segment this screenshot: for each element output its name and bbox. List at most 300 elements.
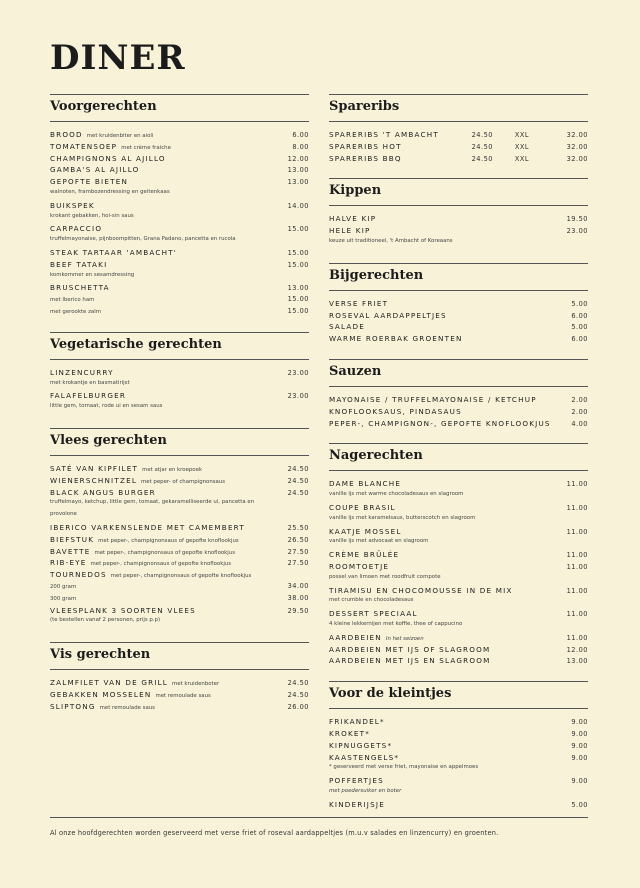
menu-item-price: 2.00	[571, 395, 588, 404]
menu-item-name: GEPOFTE BIETEN	[50, 177, 129, 187]
menu-item-price: 5.00	[571, 299, 588, 308]
price-group	[456, 143, 588, 151]
menu-item-note	[50, 236, 309, 248]
menu-item-price: 14.00	[287, 201, 309, 210]
menu-item-name: CRÈME BRÛLÉE	[329, 550, 400, 560]
menu-item-name: BUIKSPEK	[50, 200, 95, 210]
menu-item-price: 9.00	[571, 741, 588, 750]
menu-item	[50, 224, 309, 236]
menu-item-name: BRUSCHETTA	[50, 283, 110, 293]
menu-item-name: KAASTENGELS*	[329, 752, 400, 762]
menu-item	[329, 800, 588, 812]
price-group	[551, 396, 588, 404]
menu-item	[329, 609, 588, 621]
menu-item	[329, 130, 588, 142]
section-voorgerechten	[50, 94, 309, 325]
menu-item-price: 12.00	[287, 154, 309, 163]
left-column	[50, 94, 309, 719]
menu-item-price-xxl: 32.00	[566, 142, 588, 151]
price-group	[272, 155, 309, 163]
variant-label: met gerookte zalm	[50, 308, 101, 315]
menu-item	[50, 177, 309, 189]
note-text: * geserveerd met verse friet, mayonaise en appelmoes	[329, 764, 479, 771]
menu-item-price: 12.00	[566, 645, 588, 654]
menu-item-price: 13.00	[287, 178, 309, 187]
price-group	[272, 307, 309, 315]
menu-item-note	[50, 511, 309, 523]
menu-item-name: SATÉ VAN KIPFILET	[50, 463, 139, 473]
section-heading: Vlees gerechten	[50, 429, 309, 456]
note-text: komkommer en sesamdressing	[50, 271, 135, 278]
price-group	[272, 295, 309, 303]
menu-item-name: FRIKANDEL*	[329, 717, 385, 727]
menu-item-variant	[50, 295, 309, 307]
menu-item-name: KIPNUGGETS*	[329, 740, 393, 750]
menu-item-price: 11.00	[566, 586, 588, 595]
menu-item	[50, 368, 309, 380]
section-heading: Voorgerechten	[50, 95, 309, 122]
menu-item-name: BLACK ANGUS BURGER	[50, 487, 156, 497]
menu-item-price: 9.00	[571, 777, 588, 786]
menu-item-variant	[50, 307, 309, 319]
section-heading: Kippen	[329, 179, 588, 206]
menu-item-price: 27.50	[287, 559, 309, 568]
menu-item-name: TIRAMISU EN CHOCOMOUSSE IN DE MIX	[329, 585, 513, 595]
menu-item-name: ROOMTOETJE	[329, 561, 390, 571]
menu-item	[50, 391, 309, 403]
price-group	[551, 480, 588, 488]
menu-item	[50, 702, 309, 714]
note-text: vanille ijs met karamelsaus, butterscotch en slagroom	[329, 514, 476, 521]
price-group	[551, 551, 588, 559]
menu-item-name: COUPE BRASIL	[329, 502, 396, 512]
menu-item-price: 29.50	[287, 606, 309, 615]
note-text: truffelmayonaise, pijnboompitten, Grana Padano, pancetta en rucola	[50, 236, 236, 243]
menu-item-name: WIENERSCHNITZEL	[50, 475, 138, 485]
price-group	[551, 754, 588, 762]
menu-item	[50, 476, 309, 488]
menu-item	[329, 741, 588, 753]
menu-item	[50, 142, 309, 154]
price-group	[551, 408, 588, 416]
menu-item	[50, 678, 309, 690]
price-group	[272, 548, 309, 556]
menu-item-description: met remoulade saus	[99, 704, 155, 711]
menu-item-name: ZALMFILET VAN DE GRILL	[50, 678, 169, 688]
menu-item-name: WARME ROERBAK GROENTEN	[329, 334, 463, 344]
note-text: walnoten, frambozendressing en geitenkaas	[50, 188, 170, 195]
menu-item-name: TOMATENSOEP	[50, 141, 118, 151]
price-group	[551, 801, 588, 809]
menu-item-price: 11.00	[566, 633, 588, 642]
section-items	[50, 360, 309, 421]
menu-item-name: BEEF TATAKI	[50, 259, 108, 269]
menu-item	[50, 488, 309, 500]
section-items	[50, 122, 309, 325]
size-label: XXL	[514, 131, 530, 139]
menu-item-description: In het seizoen	[385, 635, 424, 642]
price-group	[272, 178, 309, 186]
menu-item-name: HELE KIP	[329, 226, 371, 236]
note-text: met poedersuiker en boter	[329, 787, 402, 794]
menu-item-price: 5.00	[571, 800, 588, 809]
menu-item-price: 15.00	[287, 225, 309, 234]
price-group	[551, 504, 588, 512]
menu-item	[329, 717, 588, 729]
menu-item-name: SPARERIBS BBQ	[329, 153, 402, 163]
menu-item	[50, 464, 309, 476]
menu-item	[50, 606, 309, 618]
menu-item	[329, 586, 588, 598]
menu-item	[329, 479, 588, 491]
menu-item-price: 9.00	[571, 729, 588, 738]
menu-item-note	[329, 238, 588, 250]
menu-item-note	[50, 617, 309, 629]
menu-item-price: 24.50	[287, 476, 309, 485]
menu-item	[50, 283, 309, 295]
menu-item-name: RIB-EYE	[50, 558, 87, 568]
menu-item-name: ROSEVAL AARDAPPELTJES	[329, 310, 447, 320]
menu-item-price: 8.00	[292, 142, 309, 151]
menu-item-name: FALAFELBURGER	[50, 391, 127, 401]
note-text: met krokantje en basmatirijst	[50, 379, 130, 386]
menu-item	[50, 570, 309, 582]
menu-item-price: 6.00	[292, 131, 309, 139]
price-group	[272, 489, 309, 497]
menu-item-note	[329, 597, 588, 609]
note-text: keuze uit traditioneel, 't Ambacht of Koreaans	[329, 237, 453, 244]
menu-item-description: met peper- of champignonsaus	[141, 478, 226, 485]
price-group	[272, 607, 309, 615]
menu-item	[50, 130, 309, 142]
menu-item-price: 25.50	[287, 523, 309, 532]
menu-item-price: 15.00	[287, 260, 309, 269]
price-group	[551, 777, 588, 785]
menu-item-price: 15.00	[287, 248, 309, 257]
price-group	[551, 323, 588, 331]
variant-label: 300 gram	[50, 595, 77, 602]
menu-item-price: 23.00	[566, 227, 588, 236]
price-group	[272, 225, 309, 233]
menu-item-price-xxl: 32.00	[566, 131, 588, 139]
price-group	[551, 657, 588, 665]
menu-item-price: 24.50	[471, 142, 493, 151]
section-nagerechten	[329, 443, 588, 674]
menu-item	[329, 142, 588, 154]
variant-price: 38.00	[287, 593, 309, 602]
menu-item-name: CHAMPIGNONS AL AJILLO	[50, 153, 166, 163]
page-title: DINER	[50, 38, 186, 78]
size-label: XXL	[514, 142, 530, 151]
right-column	[329, 94, 588, 817]
section-heading: Bijgerechten	[329, 264, 588, 291]
note-text: vanille ijs met warme chocoladesaus en slagroom	[329, 491, 464, 498]
price-group	[272, 131, 309, 139]
price-group	[272, 477, 309, 485]
menu-item-description: met peper-, champignonsaus of gepofte knoflookjus	[94, 549, 236, 556]
section-items	[329, 291, 588, 352]
menu-item	[329, 527, 588, 539]
menu-item-name: IBERICO VARKENSLENDE MET CAMEMBERT	[50, 522, 245, 532]
menu-item	[329, 334, 588, 346]
section-vis-gerechten	[50, 642, 309, 719]
menu-item-name: DESSERT SPECIAAL	[329, 609, 418, 619]
variant-label: 200 gram	[50, 583, 77, 590]
menu-item	[50, 558, 309, 570]
menu-item-note	[50, 189, 309, 201]
menu-item-name: KNOFLOOKSAUS, PINDASAUS	[329, 406, 462, 416]
menu-item-description: met atjar en kroepoek	[142, 466, 203, 473]
section-voor-de-kleintjes	[329, 681, 588, 817]
menu-item-note	[50, 213, 309, 225]
variant-label: met Iberico ham	[50, 297, 95, 304]
menu-item-price: 11.00	[566, 562, 588, 571]
menu-item-note	[329, 621, 588, 633]
price-group	[551, 420, 588, 428]
menu-item-price: 24.50	[471, 154, 493, 163]
variant-price: 15.00	[287, 306, 309, 315]
section-heading: Vegetarische gerechten	[50, 333, 309, 360]
menu-item-name: TOURNEDOS	[50, 570, 107, 580]
menu-item	[329, 407, 588, 419]
menu-item	[50, 201, 309, 213]
menu-item-name: BAVETTE	[50, 546, 91, 556]
price-group	[551, 646, 588, 654]
menu-item-price: 13.00	[566, 657, 588, 666]
menu-item	[329, 299, 588, 311]
price-group	[551, 300, 588, 308]
menu-item	[329, 633, 588, 645]
menu-item-name: KAATJE MOSSEL	[329, 526, 402, 536]
menu-item-price: 24.50	[287, 679, 309, 688]
section-kippen	[329, 178, 588, 255]
menu-item-description: met kruidenbiter en aioli	[86, 133, 154, 139]
menu-item-name: BROOD	[50, 130, 83, 139]
menu-item-name: AARDBEIEN	[329, 632, 382, 642]
menu-item-note	[329, 538, 588, 550]
menu-item-name: SALADE	[329, 322, 365, 332]
variant-price: 15.00	[287, 295, 309, 304]
menu-item-price: 27.50	[287, 547, 309, 556]
price-group	[551, 563, 588, 571]
menu-item	[329, 503, 588, 515]
price-group	[272, 249, 309, 257]
price-group	[272, 594, 309, 602]
menu-item	[329, 311, 588, 323]
price-group	[272, 166, 309, 174]
menu-item-name: SLIPTONG	[50, 701, 96, 711]
menu-item	[50, 165, 309, 177]
menu-item-price: 13.00	[287, 284, 309, 293]
menu-item-name: CARPACCIO	[50, 224, 103, 234]
menu-item-note	[329, 574, 588, 586]
menu-item	[50, 248, 309, 260]
price-group	[272, 559, 309, 567]
price-group	[272, 536, 309, 544]
section-items	[329, 122, 588, 171]
menu-item-price: 2.00	[571, 407, 588, 416]
note-text: 4 kleine lekkernijen met koffie, thee of cappucino	[329, 620, 463, 627]
price-group	[272, 392, 309, 400]
menu-item-price: 23.00	[287, 368, 309, 377]
price-group	[551, 634, 588, 642]
note-text: provolone	[50, 511, 77, 518]
price-group	[272, 369, 309, 377]
menu-item	[50, 523, 309, 535]
menu-item-note	[329, 788, 588, 800]
menu-item-name: KINDERIJSJE	[329, 799, 385, 809]
price-group	[272, 284, 309, 292]
price-group	[272, 465, 309, 473]
price-group	[272, 703, 309, 711]
price-group	[272, 524, 309, 532]
menu-item	[50, 547, 309, 559]
price-group	[456, 131, 588, 139]
section-items	[50, 670, 309, 719]
note-text: little gem, tomaat, rode ui en sesam saus	[50, 403, 163, 410]
menu-item-name: POFFERTJES	[329, 776, 384, 786]
menu-item-name: SPARERIBS HOT	[329, 141, 402, 151]
menu-item	[329, 729, 588, 741]
section-items	[50, 456, 309, 635]
price-group	[551, 528, 588, 536]
price-group	[272, 582, 309, 590]
menu-item-price: 24.50	[287, 464, 309, 473]
section-sauzen	[329, 359, 588, 436]
menu-item	[329, 214, 588, 226]
menu-item	[329, 562, 588, 574]
section-vegetarische-gerechten	[50, 332, 309, 421]
menu-item-name: GEBAKKEN MOSSELEN	[50, 689, 152, 699]
menu-item	[329, 419, 588, 431]
menu-item	[329, 322, 588, 334]
menu-item-price: 11.00	[566, 610, 588, 619]
menu-item-name: MAYONAISE / TRUFFELMAYONAISE / KETCHUP	[329, 394, 537, 404]
menu-item-price: 4.00	[571, 419, 588, 428]
note-text: met crumble en chocoladesaus	[329, 597, 414, 604]
menu-item-name: LINZENCURRY	[50, 367, 114, 377]
menu-item-price: 24.50	[471, 131, 493, 139]
menu-item-name: AARDBEIEN MET IJS OF SLAGROOM	[329, 644, 491, 654]
size-label: XXL	[514, 154, 530, 163]
menu-item-price: 11.00	[566, 551, 588, 560]
menu-item-name: PEPER-, CHAMPIGNON-, GEPOFTE KNOFLOOKJUS	[329, 418, 551, 428]
price-group	[551, 312, 588, 320]
menu-item	[329, 154, 588, 166]
menu-item-description: met crème fraiche	[121, 144, 171, 151]
menu-item-price: 13.00	[287, 166, 309, 175]
menu-item-price: 11.00	[566, 527, 588, 536]
menu-item	[329, 753, 588, 765]
menu-item	[50, 154, 309, 166]
footer-note: Al onze hoofdgerechten worden geserveerd met verse friet of roseval aardappeltjes (m.u.v salades en linzencurry) en groenten.	[50, 817, 588, 837]
menu-item-name: VLEESPLANK 3 SOORTEN VLEES	[50, 605, 196, 615]
menu-item-price: 26.50	[287, 535, 309, 544]
menu-item-price: 26.00	[287, 702, 309, 711]
variant-price: 34.00	[287, 581, 309, 590]
menu-item-price: 23.00	[287, 392, 309, 401]
price-group	[551, 610, 588, 618]
menu-item-price: 24.50	[287, 690, 309, 699]
section-items	[329, 206, 588, 255]
menu-item-price: 6.00	[571, 311, 588, 320]
menu-item-price: 19.50	[566, 215, 588, 224]
note-text: vanille ijs met advocaat en slagroom	[329, 538, 429, 545]
menu-item	[50, 690, 309, 702]
menu-item-name: STEAK TARTAAR 'AMBACHT'	[50, 247, 177, 257]
menu-item-price-xxl: 32.00	[566, 154, 588, 163]
menu-item-note	[50, 403, 309, 415]
menu-item	[329, 645, 588, 657]
price-group	[272, 202, 309, 210]
price-group	[272, 261, 309, 269]
menu-item	[329, 776, 588, 788]
price-group	[272, 691, 309, 699]
menu-item-variant	[50, 582, 309, 594]
menu-item-note	[329, 764, 588, 776]
menu-item-price: 11.00	[566, 480, 588, 489]
price-group	[456, 155, 588, 163]
menu-item-note	[50, 499, 309, 511]
menu-item-name: BIEFSTUK	[50, 534, 95, 544]
menu-item	[329, 550, 588, 562]
price-group	[551, 718, 588, 726]
menu-item-description: met peper-, champignonsaus of gepofte knoflookjus	[90, 561, 232, 568]
price-group	[551, 335, 588, 343]
section-heading: Spareribs	[329, 95, 588, 122]
menu-item-variant	[50, 594, 309, 606]
menu-item-price: 6.00	[571, 335, 588, 344]
menu-item-note	[329, 515, 588, 527]
menu-item	[329, 656, 588, 668]
menu-item-price: 9.00	[571, 753, 588, 762]
section-spareribs	[329, 94, 588, 171]
price-group	[551, 730, 588, 738]
menu-item-description: met peper-, champignonsaus of gepofte knoflookjus	[110, 573, 252, 580]
section-items	[329, 387, 588, 436]
menu-item-name: VERSE FRIET	[329, 298, 389, 308]
menu-item-name: KROKET*	[329, 728, 371, 738]
menu-item-description: met kruidenboter	[172, 681, 220, 688]
note-text: (te bestellen vanaf 2 personen, prijs p.p)	[50, 617, 161, 624]
menu-item-name: DAME BLANCHE	[329, 479, 402, 489]
menu-item-name: HALVE KIP	[329, 214, 377, 224]
menu-item	[50, 260, 309, 272]
menu-item-note	[50, 380, 309, 392]
menu-item-price: 11.00	[566, 503, 588, 512]
section-heading: Voor de kleintjes	[329, 682, 588, 709]
price-group	[551, 742, 588, 750]
section-items	[329, 471, 588, 674]
menu-item-name: GAMBA'S AL AJILLO	[50, 165, 140, 175]
price-group	[272, 679, 309, 687]
menu-item-price: 24.50	[287, 488, 309, 497]
section-items	[329, 709, 588, 817]
section-heading: Sauzen	[329, 360, 588, 387]
menu-item-description: met peper-, champignonsaus of gepofte knoflookjus	[98, 537, 239, 544]
menu-item	[329, 226, 588, 238]
menu-item	[329, 395, 588, 407]
menu-item-name: SPARERIBS 'T AMBACHT	[329, 130, 439, 139]
section-vlees-gerechten	[50, 428, 309, 635]
note-text: truffelmayo, ketchup, little gem, tomaat, gekaramelliseerde ui, pancetta en	[50, 499, 255, 506]
section-heading: Nagerechten	[329, 444, 588, 471]
menu-item-note	[329, 491, 588, 503]
section-heading: Vis gerechten	[50, 643, 309, 670]
section-bijgerechten	[329, 263, 588, 352]
price-group	[551, 215, 588, 223]
price-group	[551, 227, 588, 235]
